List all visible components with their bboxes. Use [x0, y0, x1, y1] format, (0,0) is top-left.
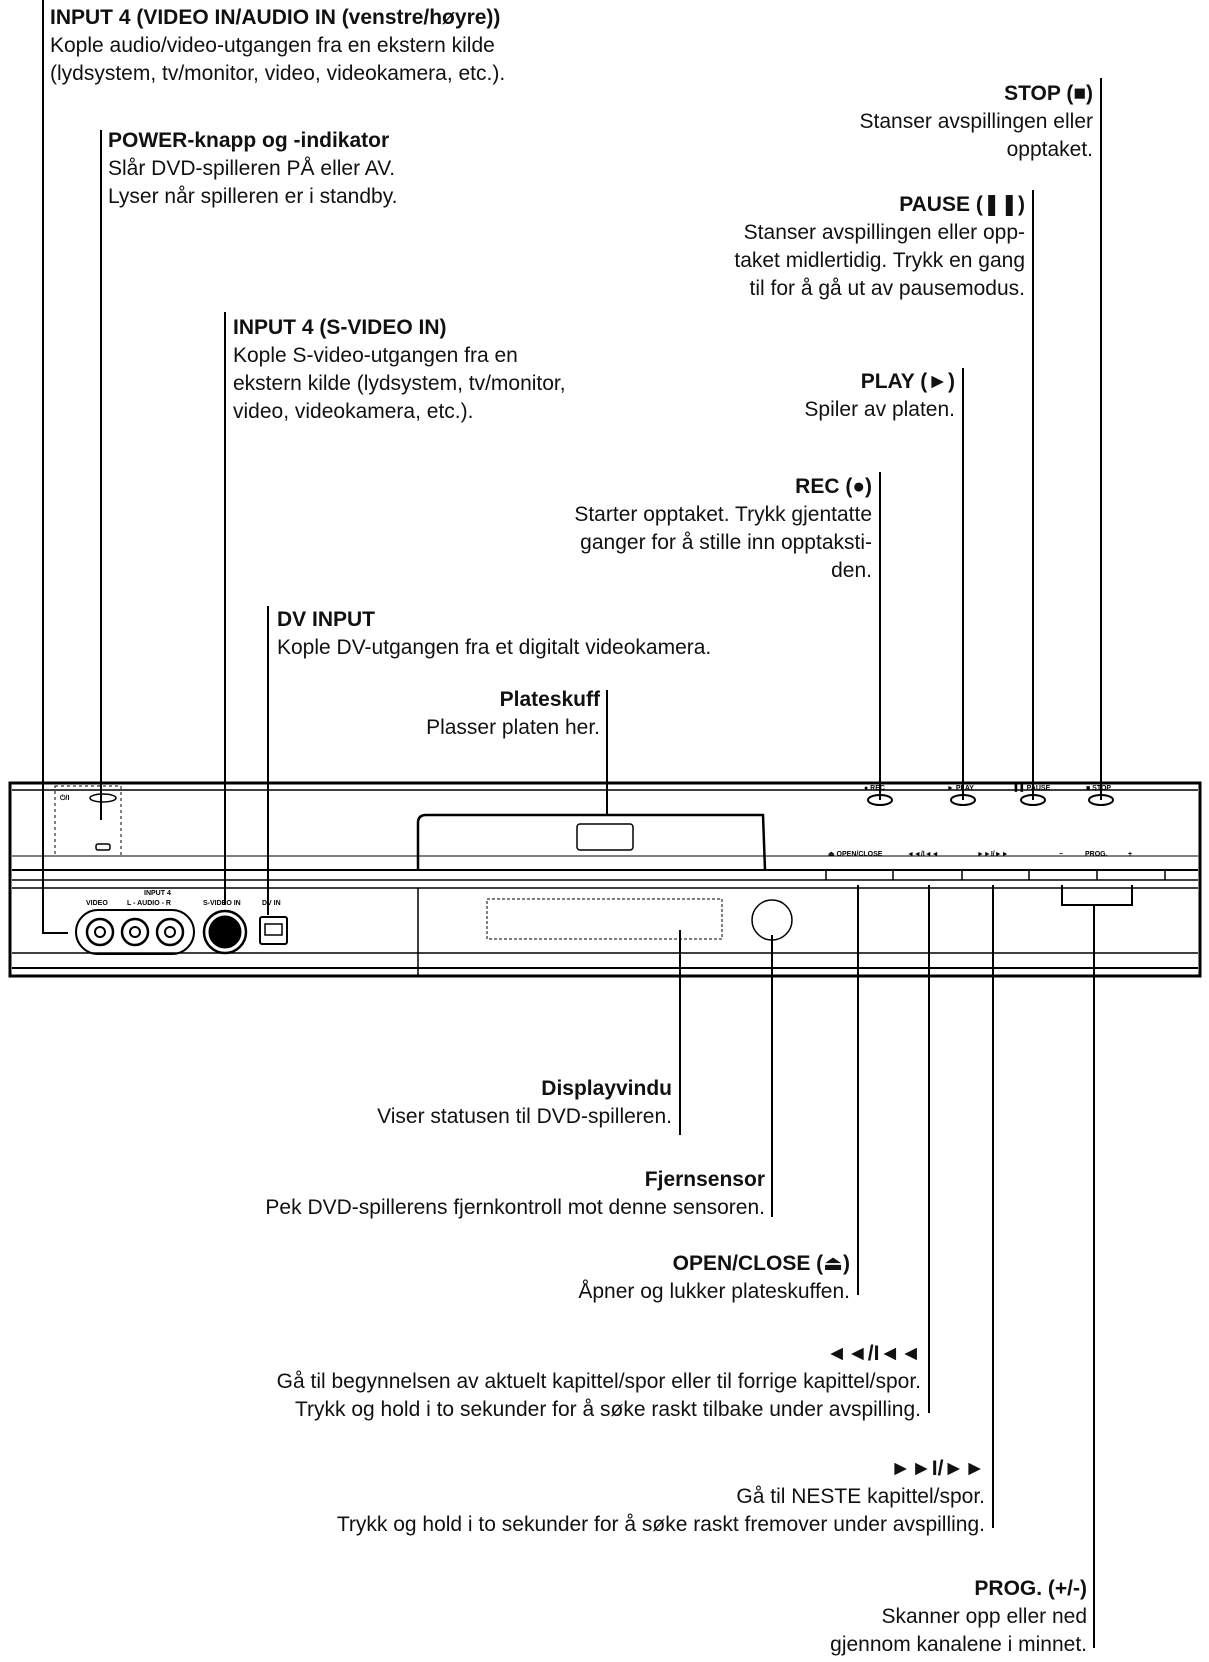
callout-title: Fjernsensor: [644, 1168, 765, 1191]
callout-sensor: [265, 1166, 765, 1222]
callout-tray: [426, 686, 600, 742]
callout-title: PLAY (►): [860, 370, 955, 393]
callout-title: INPUT 4 (S-VIDEO IN): [233, 316, 447, 339]
callout-open-close: [578, 1250, 850, 1306]
callout-desc: Spiler av platen.: [804, 398, 955, 421]
display-window: [487, 899, 722, 939]
panel-input4-label: INPUT 4: [144, 890, 171, 897]
device-body: [10, 783, 1200, 976]
callout-prev: [277, 1340, 921, 1424]
callout-dv-input: [277, 606, 711, 662]
callout-desc: Kople DV-utgangen fra et digitalt videokamera.: [277, 636, 712, 659]
callout-desc: Kople S-video-utgangen fra en ekstern kilde (lydsystem, tv/monitor, video, videokamera, etc.).: [233, 344, 566, 423]
callout-desc: Viser statusen til DVD-spilleren.: [377, 1105, 672, 1128]
panel-open-close-label: ⏏ OPEN/CLOSE: [828, 851, 883, 858]
callout-desc: Plasser platen her.: [426, 716, 600, 739]
panel-pause-label: ❚❚ PAUSE: [1013, 785, 1051, 792]
callout-display: [377, 1075, 672, 1131]
panel-prog-plus: +: [1128, 851, 1133, 858]
callout-title: OPEN/CLOSE (⏏): [672, 1252, 850, 1275]
panel-next-label: ►►I/►►: [977, 851, 1009, 858]
callout-prog: [830, 1575, 1087, 1659]
callout-title: POWER-knapp og -indikator: [108, 129, 390, 152]
callout-play: [804, 368, 955, 424]
panel-svideo-label: S-VIDEO IN: [203, 900, 241, 907]
callout-desc: Stanser avspillingen eller opp- taket midlertidig. Trykk en gang til for å gå ut av pausemodus.: [734, 221, 1025, 300]
callout-desc: Gå til begynnelsen av aktuelt kapittel/spor eller til forrige kapittel/spor. Trykk og hold i to sekunder for å søke raskt tilbake under avspilling.: [276, 1370, 921, 1421]
callout-title: Displayvindu: [541, 1077, 672, 1100]
callout-stop: [860, 80, 1093, 164]
callout-title: DV INPUT: [277, 608, 376, 631]
audio-left-jack: [122, 919, 148, 945]
callout-desc: Gå til NESTE kapittel/spor. Trykk og hold i to sekunder for å søke raskt fremover under avspilling.: [336, 1485, 985, 1536]
callout-desc: Starter opptaket. Trykk gjentatte ganger for å stille inn opptaksti- den.: [574, 503, 872, 582]
callout-title: REC (●): [795, 475, 872, 498]
callout-input4-av: [50, 4, 505, 88]
remote-sensor: [752, 900, 792, 940]
callout-svideo: [233, 314, 566, 426]
callout-desc: Slår DVD-spilleren PÅ eller AV. Lyser når spilleren er i standby.: [108, 157, 398, 208]
power-indicator: [96, 844, 110, 850]
audio-right-jack: [157, 919, 183, 945]
callout-desc: Åpner og lukker plateskuffen.: [578, 1280, 850, 1303]
callout-desc: Pek DVD-spillerens fjernkontroll mot denne sensoren.: [265, 1196, 765, 1219]
callout-title: STOP (■): [1004, 82, 1093, 105]
panel-video-label: VIDEO: [86, 900, 108, 907]
callout-title: PAUSE (❚❚): [899, 193, 1025, 216]
callout-title: Plateskuff: [499, 688, 600, 711]
panel-power-label: ⏻/I: [60, 795, 70, 802]
panel-prog-minus: −: [1059, 851, 1064, 858]
panel-dvin-label: DV IN: [262, 900, 281, 907]
callout-desc: Stanser avspillingen eller opptaket.: [859, 110, 1093, 161]
callout-title: ►►I/►►: [890, 1457, 985, 1480]
callout-rec: [574, 473, 872, 585]
tray-window: [577, 824, 633, 850]
panel-prog-label: PROG.: [1085, 851, 1108, 858]
callout-title: INPUT 4 (VIDEO IN/AUDIO IN (venstre/høyre)): [50, 6, 501, 29]
panel-stop-label: ■ STOP: [1086, 785, 1112, 792]
panel-play-label: ► PLAY: [947, 785, 974, 792]
callout-desc: Skanner opp eller ned gjennom kanalene i minnet.: [830, 1605, 1087, 1656]
video-jack: [87, 919, 113, 945]
power-button: [90, 794, 116, 802]
callout-title: PROG. (+/-): [974, 1577, 1087, 1600]
av-jack-panel: [76, 910, 194, 954]
callout-desc: Kople audio/video-utgangen fra en ekstern kilde (lydsystem, tv/monitor, video, videokamera, etc.).: [50, 34, 506, 85]
panel-rec-label: ● REC: [864, 785, 885, 792]
panel-prev-label: ◄◄/I◄◄: [907, 851, 939, 858]
callout-next: [337, 1455, 985, 1539]
callout-title: ◄◄/I◄◄: [826, 1342, 921, 1365]
callout-pause: [734, 191, 1025, 303]
dv-jack: [260, 917, 287, 944]
panel-audio-label: L - AUDIO - R: [127, 900, 171, 907]
callout-power: [108, 127, 397, 211]
